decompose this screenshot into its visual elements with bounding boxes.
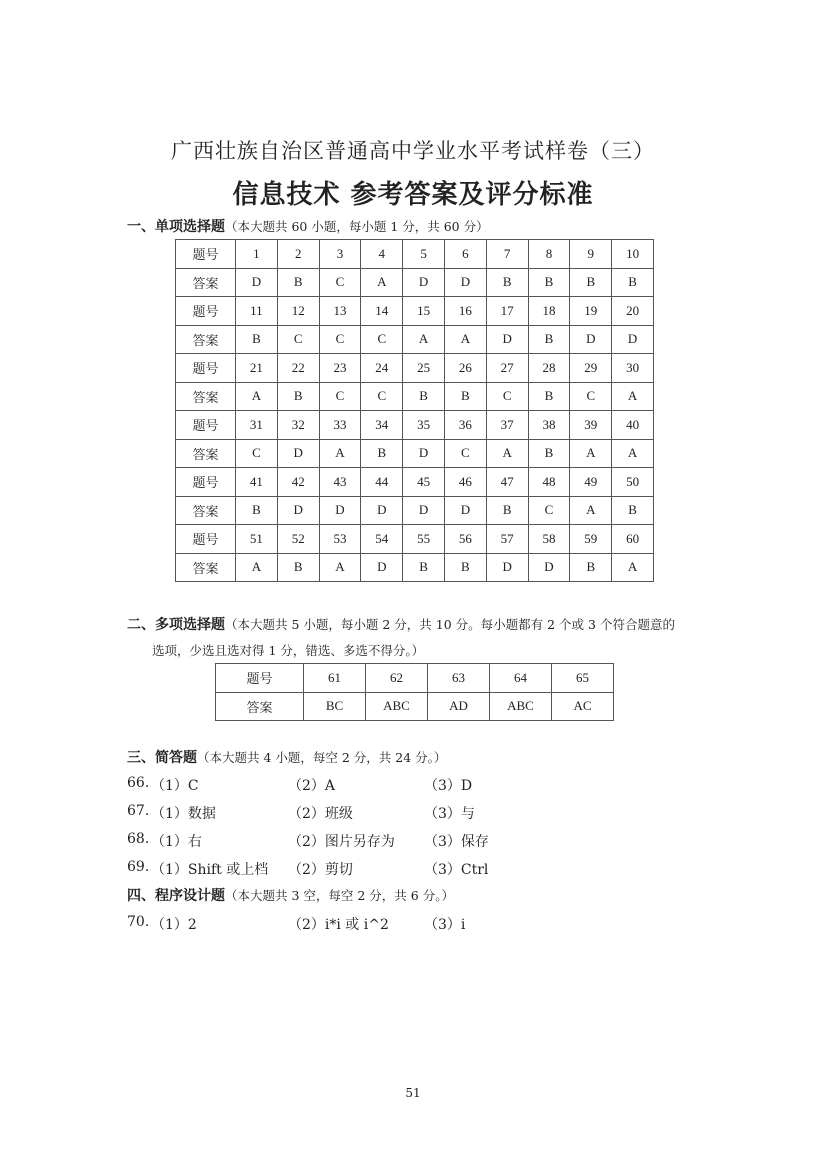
answer-row <box>176 268 654 297</box>
question-number-cell: 27 <box>486 354 528 383</box>
question-number-cell: 38 <box>528 411 570 440</box>
question-number-cell: 21 <box>236 354 278 383</box>
question-number-cell: 6 <box>444 240 486 269</box>
answer-cell: B <box>528 325 570 354</box>
multiple-choice-answer-table <box>215 663 614 721</box>
answer-cell: A <box>236 382 278 411</box>
answer-row <box>176 382 654 411</box>
answer-cell: C <box>486 382 528 411</box>
answer-cell: B <box>528 268 570 297</box>
question-number-cell: 20 <box>612 297 654 326</box>
question-number-row <box>176 525 654 554</box>
question-number-cell: 40 <box>612 411 654 440</box>
answer-cell: D <box>361 553 403 582</box>
question-number-cell: 57 <box>486 525 528 554</box>
answer-cell: A <box>612 382 654 411</box>
question-number-cell: 64 <box>490 664 552 693</box>
question-number-cell: 11 <box>236 297 278 326</box>
answer-row <box>176 439 654 468</box>
answer-cell: B <box>277 553 319 582</box>
section3-note: （本大题共 4 小题，每空 2 分，共 24 分。） <box>197 750 447 765</box>
answer-cell: A <box>612 553 654 582</box>
question-number-cell: 63 <box>428 664 490 693</box>
question-number-cell: 31 <box>236 411 278 440</box>
answer-cell: AD <box>428 692 490 721</box>
answer-cell: A <box>236 553 278 582</box>
answer-cell: D <box>277 439 319 468</box>
question-number-cell: 2 <box>277 240 319 269</box>
question-number: 69. <box>127 859 150 875</box>
answer-cell: B <box>528 382 570 411</box>
answer-cell: BC <box>304 692 366 721</box>
question-number-cell: 4 <box>361 240 403 269</box>
blank-3-answer: （3）i <box>424 917 466 933</box>
row-label: 题号 <box>176 240 236 269</box>
answer-cell: D <box>403 439 445 468</box>
answer-cell: B <box>528 439 570 468</box>
question-number-cell: 18 <box>528 297 570 326</box>
question-number-cell: 53 <box>319 525 361 554</box>
answer-cell: B <box>612 268 654 297</box>
blank-1-answer: （1）数据 <box>151 806 216 822</box>
question-number-cell: 23 <box>319 354 361 383</box>
question-number-cell: 8 <box>528 240 570 269</box>
section2-note: （本大题共 5 小题，每小题 2 分，共 10 分。每小题都有 2 个或 3 个符合题意的 <box>225 617 675 632</box>
row-label: 答案 <box>176 325 236 354</box>
question-number-row <box>176 354 654 383</box>
answer-cell: B <box>236 496 278 525</box>
question-number-cell: 36 <box>444 411 486 440</box>
section2-heading: 二、多项选择题 <box>127 617 225 633</box>
section1-heading-line <box>127 216 489 236</box>
question-number-cell: 5 <box>403 240 445 269</box>
question-number-cell: 30 <box>612 354 654 383</box>
document-subtitle: 信息技术 参考答案及评分标准 <box>232 180 594 210</box>
blank-3-answer: （3）保存 <box>424 834 489 850</box>
section2-heading-line <box>127 614 675 634</box>
question-number: 68. <box>127 831 150 847</box>
answer-cell: A <box>444 325 486 354</box>
question-number-row <box>176 240 654 269</box>
answer-cell: A <box>403 325 445 354</box>
question-number-cell: 10 <box>612 240 654 269</box>
answer-cell: A <box>570 439 612 468</box>
answer-cell: D <box>403 496 445 525</box>
question-number-row <box>176 468 654 497</box>
question-number-cell: 65 <box>552 664 614 693</box>
answer-cell: D <box>319 496 361 525</box>
single-choice-answer-table <box>175 239 654 582</box>
answer-row <box>176 553 654 582</box>
answer-cell: C <box>277 325 319 354</box>
row-label: 答案 <box>176 553 236 582</box>
section4-heading: 四、程序设计题 <box>127 888 225 904</box>
question-number-cell: 56 <box>444 525 486 554</box>
question-number-cell: 24 <box>361 354 403 383</box>
question-number-cell: 62 <box>366 664 428 693</box>
answer-cell: D <box>444 268 486 297</box>
question-number-cell: 35 <box>403 411 445 440</box>
answer-cell: A <box>319 439 361 468</box>
question-number-cell: 22 <box>277 354 319 383</box>
answer-cell: D <box>612 325 654 354</box>
question-number-row <box>176 411 654 440</box>
answer-cell: D <box>486 553 528 582</box>
answer-cell: C <box>319 325 361 354</box>
answer-cell: C <box>528 496 570 525</box>
answer-cell: B <box>444 553 486 582</box>
question-number-cell: 46 <box>444 468 486 497</box>
answer-cell: A <box>570 496 612 525</box>
answer-cell: D <box>403 268 445 297</box>
answer-cell: C <box>319 382 361 411</box>
question-number-cell: 44 <box>361 468 403 497</box>
question-number-cell: 13 <box>319 297 361 326</box>
answer-cell: B <box>361 439 403 468</box>
row-label: 题号 <box>176 468 236 497</box>
answer-cell: C <box>570 382 612 411</box>
blank-2-answer: （2）图片另存为 <box>288 834 395 850</box>
question-number-row <box>176 297 654 326</box>
answer-cell: B <box>570 553 612 582</box>
question-number-cell: 33 <box>319 411 361 440</box>
blank-3-answer: （3）与 <box>424 806 475 822</box>
answer-cell: A <box>319 553 361 582</box>
answer-cell: AC <box>552 692 614 721</box>
question-number-cell: 9 <box>570 240 612 269</box>
row-label: 答案 <box>176 382 236 411</box>
answer-row <box>216 692 614 721</box>
question-number-cell: 14 <box>361 297 403 326</box>
question-number-cell: 42 <box>277 468 319 497</box>
answer-cell: D <box>486 325 528 354</box>
blank-2-answer: （2）班级 <box>288 806 353 822</box>
row-label: 答案 <box>216 692 304 721</box>
answer-cell: ABC <box>490 692 552 721</box>
answer-cell: B <box>486 268 528 297</box>
question-number-cell: 1 <box>236 240 278 269</box>
answer-cell: C <box>444 439 486 468</box>
blank-3-answer: （3）Ctrl <box>424 862 489 878</box>
answer-cell: B <box>277 382 319 411</box>
answer-cell: D <box>361 496 403 525</box>
question-number-cell: 41 <box>236 468 278 497</box>
blank-1-answer: （1）Shift 或上档 <box>151 862 269 878</box>
question-number: 66. <box>127 775 150 791</box>
question-number-cell: 47 <box>486 468 528 497</box>
row-label: 题号 <box>176 297 236 326</box>
question-number-cell: 60 <box>612 525 654 554</box>
answer-cell: B <box>236 325 278 354</box>
answer-cell: D <box>277 496 319 525</box>
answer-cell: D <box>570 325 612 354</box>
answer-cell: B <box>277 268 319 297</box>
answer-cell: B <box>486 496 528 525</box>
answer-cell: A <box>361 268 403 297</box>
question-number-cell: 3 <box>319 240 361 269</box>
question-number-cell: 15 <box>403 297 445 326</box>
answer-cell: A <box>612 439 654 468</box>
question-number-cell: 48 <box>528 468 570 497</box>
question-number-cell: 28 <box>528 354 570 383</box>
question-number: 70. <box>127 914 150 930</box>
blank-3-answer: （3）D <box>424 778 473 794</box>
question-number-cell: 55 <box>403 525 445 554</box>
question-number-cell: 59 <box>570 525 612 554</box>
section2-note-continued: 选项，少选且选对得 1 分，错选、多选不得分。） <box>152 643 425 658</box>
answer-row <box>176 325 654 354</box>
exam-title: 广西壮族自治区普通高中学业水平考试样卷（三） <box>171 139 655 163</box>
question-number-cell: 45 <box>403 468 445 497</box>
row-label: 题号 <box>176 411 236 440</box>
question-number-cell: 61 <box>304 664 366 693</box>
blank-1-answer: （1）2 <box>151 917 197 933</box>
answer-cell: C <box>319 268 361 297</box>
question-number-cell: 34 <box>361 411 403 440</box>
row-label: 答案 <box>176 439 236 468</box>
row-label: 答案 <box>176 268 236 297</box>
answer-cell: B <box>403 382 445 411</box>
answer-cell: B <box>570 268 612 297</box>
row-label: 题号 <box>176 354 236 383</box>
answer-cell: B <box>612 496 654 525</box>
answer-cell: C <box>236 439 278 468</box>
question-number: 67. <box>127 803 150 819</box>
question-number-cell: 52 <box>277 525 319 554</box>
page-number: 51 <box>405 1086 421 1100</box>
question-number-cell: 25 <box>403 354 445 383</box>
section3-heading: 三、简答题 <box>127 750 197 766</box>
answer-cell: D <box>236 268 278 297</box>
blank-1-answer: （1）右 <box>151 834 202 850</box>
question-number-cell: 58 <box>528 525 570 554</box>
answer-cell: D <box>444 496 486 525</box>
answer-cell: B <box>444 382 486 411</box>
question-number-cell: 16 <box>444 297 486 326</box>
question-number-cell: 43 <box>319 468 361 497</box>
answer-cell: C <box>361 325 403 354</box>
row-label: 答案 <box>176 496 236 525</box>
question-number-cell: 51 <box>236 525 278 554</box>
answer-row <box>176 496 654 525</box>
question-number-cell: 7 <box>486 240 528 269</box>
blank-2-answer: （2）剪切 <box>288 862 353 878</box>
row-label: 题号 <box>176 525 236 554</box>
section4-note: （本大题共 3 空，每空 2 分，共 6 分。） <box>225 888 454 903</box>
question-number-cell: 37 <box>486 411 528 440</box>
blank-2-answer: （2）A <box>288 778 336 794</box>
question-number-row <box>216 664 614 693</box>
question-number-cell: 50 <box>612 468 654 497</box>
question-number-cell: 49 <box>570 468 612 497</box>
question-number-cell: 29 <box>570 354 612 383</box>
section1-heading: 一、单项选择题 <box>127 219 225 235</box>
answer-cell: A <box>486 439 528 468</box>
section1-note: （本大题共 60 小题，每小题 1 分，共 60 分） <box>225 219 489 234</box>
question-number-cell: 32 <box>277 411 319 440</box>
answer-cell: B <box>403 553 445 582</box>
question-number-cell: 54 <box>361 525 403 554</box>
row-label: 题号 <box>216 664 304 693</box>
question-number-cell: 19 <box>570 297 612 326</box>
question-number-cell: 17 <box>486 297 528 326</box>
blank-1-answer: （1）C <box>151 778 199 794</box>
question-number-cell: 39 <box>570 411 612 440</box>
blank-2-answer: （2）i*i 或 i^2 <box>288 917 389 933</box>
section3-heading-line <box>127 747 446 767</box>
answer-cell: C <box>361 382 403 411</box>
answer-cell: ABC <box>366 692 428 721</box>
question-number-cell: 26 <box>444 354 486 383</box>
question-number-cell: 12 <box>277 297 319 326</box>
answer-cell: D <box>528 553 570 582</box>
section4-heading-line <box>127 885 454 905</box>
